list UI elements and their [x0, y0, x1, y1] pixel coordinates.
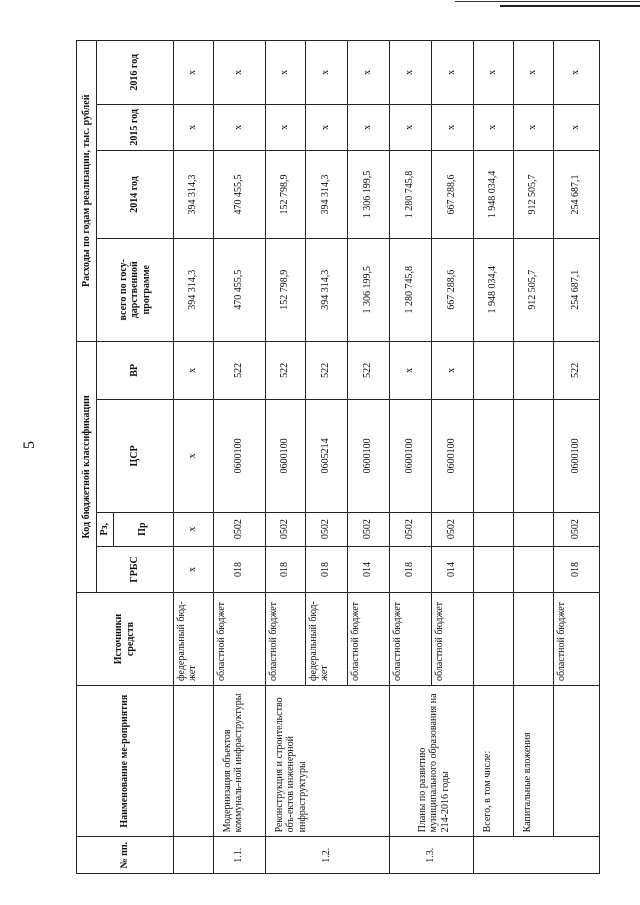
cell-rzpr: 0502	[347, 512, 389, 546]
table-row	[265, 41, 305, 874]
cell-2014: 667 288,6	[431, 151, 473, 239]
cell-rzpr	[513, 512, 553, 546]
cell-2014: 394 314,3	[173, 151, 213, 239]
cell-2015: x	[213, 104, 265, 150]
cell-2016: x	[513, 41, 553, 105]
top-rule-thick	[500, 5, 640, 7]
cell-grbs: 018	[305, 546, 347, 592]
cell-vr: 522	[305, 341, 347, 400]
cell-vr: 522	[213, 341, 265, 400]
cell-2015: x	[305, 104, 347, 150]
header-expenses-group: Расходы по годам реализации, тыс. рублей	[77, 41, 97, 342]
cell-csr: 0600100	[431, 400, 473, 512]
cell-total: 152 798,9	[265, 238, 305, 341]
cell-2014: 1 306 199,5	[347, 151, 389, 239]
cell-name	[553, 685, 599, 836]
cell-grbs: 018	[213, 546, 265, 592]
cell-vr: 522	[347, 341, 389, 400]
cell-source: федеральный бюд-жет	[305, 593, 347, 686]
header-2016: 2016 год	[97, 41, 174, 105]
cell-2014: 1 948 034,4	[473, 151, 513, 239]
cell-name: Планы по развитию муниципального образования на 214-2016 годы	[389, 685, 473, 836]
cell-source: федеральный бюд-жет	[173, 593, 213, 686]
cell-2015: x	[347, 104, 389, 150]
cell-rzpr: 0502	[431, 512, 473, 546]
table-row	[213, 41, 265, 874]
cell-2014: 152 798,9	[265, 151, 305, 239]
top-rule	[455, 1, 640, 2]
budget-table	[76, 40, 600, 874]
cell-source: областной бюджет	[389, 593, 431, 686]
cell-num: 1.1.	[213, 837, 265, 874]
cell-2015: x	[513, 104, 553, 150]
cell-rzpr	[473, 512, 513, 546]
header-rzpr-bottom: Пр	[113, 512, 173, 546]
cell-2015: x	[553, 104, 599, 150]
cell-grbs: 018	[265, 546, 305, 592]
cell-grbs: 018	[553, 546, 599, 592]
cell-csr: 0600100	[213, 400, 265, 512]
cell-grbs: x	[173, 546, 213, 592]
cell-vr: 522	[553, 341, 599, 400]
cell-total: 1 306 199,5	[347, 238, 389, 341]
cell-2014: 254 687,1	[553, 151, 599, 239]
cell-total: 912 505,7	[513, 238, 553, 341]
header-2014: 2014 год	[97, 151, 174, 239]
cell-rzpr: x	[173, 512, 213, 546]
cell-total: 254 687,1	[553, 238, 599, 341]
header-total: всего по госу-дарственной программе	[97, 238, 174, 341]
cell-csr: 0600100	[553, 400, 599, 512]
cell-source: областной бюджет	[347, 593, 389, 686]
cell-rzpr: 0502	[553, 512, 599, 546]
cell-name: Всего, в том числе:	[473, 685, 513, 836]
cell-2016: x	[389, 41, 431, 105]
header-2015: 2015 год	[97, 104, 174, 150]
table-row	[173, 41, 213, 874]
cell-vr: 522	[265, 341, 305, 400]
cell-num	[473, 837, 599, 874]
page-number: 5	[21, 441, 38, 449]
cell-2014: 1 280 745,8	[389, 151, 431, 239]
cell-2016: x	[431, 41, 473, 105]
cell-vr: x	[431, 341, 473, 400]
cell-grbs: 014	[431, 546, 473, 592]
header-csr: ЦСР	[97, 400, 174, 512]
rotated-table-container	[76, 40, 596, 874]
header-name: Наименование ме-роприятия	[77, 685, 174, 836]
cell-total: 1 280 745,8	[389, 238, 431, 341]
cell-2016: x	[213, 41, 265, 105]
cell-source	[473, 593, 513, 686]
cell-source: областной бюджет	[431, 593, 473, 686]
cell-grbs: 014	[347, 546, 389, 592]
cell-source	[513, 593, 553, 686]
cell-vr	[513, 341, 553, 400]
cell-2016: x	[347, 41, 389, 105]
cell-total: 470 455,5	[213, 238, 265, 341]
cell-source: областной бюджет	[553, 593, 599, 686]
cell-name: Модернизация объектов коммуналь-ной инфраструктуры	[213, 685, 265, 836]
cell-grbs	[473, 546, 513, 592]
cell-grbs	[513, 546, 553, 592]
header-source: Источники средств	[77, 593, 174, 686]
cell-2014: 394 314,3	[305, 151, 347, 239]
cell-csr	[473, 400, 513, 512]
cell-2015: x	[473, 104, 513, 150]
cell-rzpr: 0502	[213, 512, 265, 546]
cell-source: областной бюджет	[213, 593, 265, 686]
header-num: № пп.	[77, 837, 174, 874]
cell-2014: 470 455,5	[213, 151, 265, 239]
cell-grbs: 018	[389, 546, 431, 592]
cell-vr: x	[389, 341, 431, 400]
header-vr: ВР	[97, 341, 174, 400]
cell-2015: x	[265, 104, 305, 150]
table-row	[513, 41, 553, 874]
cell-2015: x	[389, 104, 431, 150]
cell-total: 1 948 034,4	[473, 238, 513, 341]
header-grbs: ГРБС	[97, 546, 174, 592]
cell-total: 394 314,3	[305, 238, 347, 341]
cell-name: Капитальные вложения	[513, 685, 553, 836]
table-row	[553, 41, 599, 874]
cell-csr: x	[173, 400, 213, 512]
cell-rzpr: 0502	[305, 512, 347, 546]
cell-csr	[513, 400, 553, 512]
cell-2016: x	[173, 41, 213, 105]
cell-num: 1.3.	[389, 837, 473, 874]
cell-2016: x	[553, 41, 599, 105]
cell-num	[173, 837, 213, 874]
cell-2016: x	[473, 41, 513, 105]
cell-2016: x	[265, 41, 305, 105]
cell-total: 667 288,6	[431, 238, 473, 341]
table-row	[473, 41, 513, 874]
cell-csr: 0600100	[389, 400, 431, 512]
cell-csr: 0605214	[305, 400, 347, 512]
cell-rzpr: 0502	[265, 512, 305, 546]
cell-source: областной бюджет	[265, 593, 305, 686]
cell-vr	[473, 341, 513, 400]
cell-name	[173, 685, 213, 836]
cell-2015: x	[173, 104, 213, 150]
header-code-group: Код бюджетной классификации	[77, 341, 97, 593]
cell-csr: 0600100	[265, 400, 305, 512]
cell-2016: x	[305, 41, 347, 105]
header-rzpr-top: Рз,	[97, 512, 114, 546]
cell-name: Реконструкция и строительство объ-ектов инженерной инфраструктуры	[265, 685, 389, 836]
table-row	[389, 41, 431, 874]
cell-total: 394 314,3	[173, 238, 213, 341]
cell-rzpr: 0502	[389, 512, 431, 546]
cell-2014: 912 505,7	[513, 151, 553, 239]
cell-2015: x	[431, 104, 473, 150]
cell-csr: 0600100	[347, 400, 389, 512]
cell-num: 1.2.	[265, 837, 389, 874]
cell-vr: x	[173, 341, 213, 400]
